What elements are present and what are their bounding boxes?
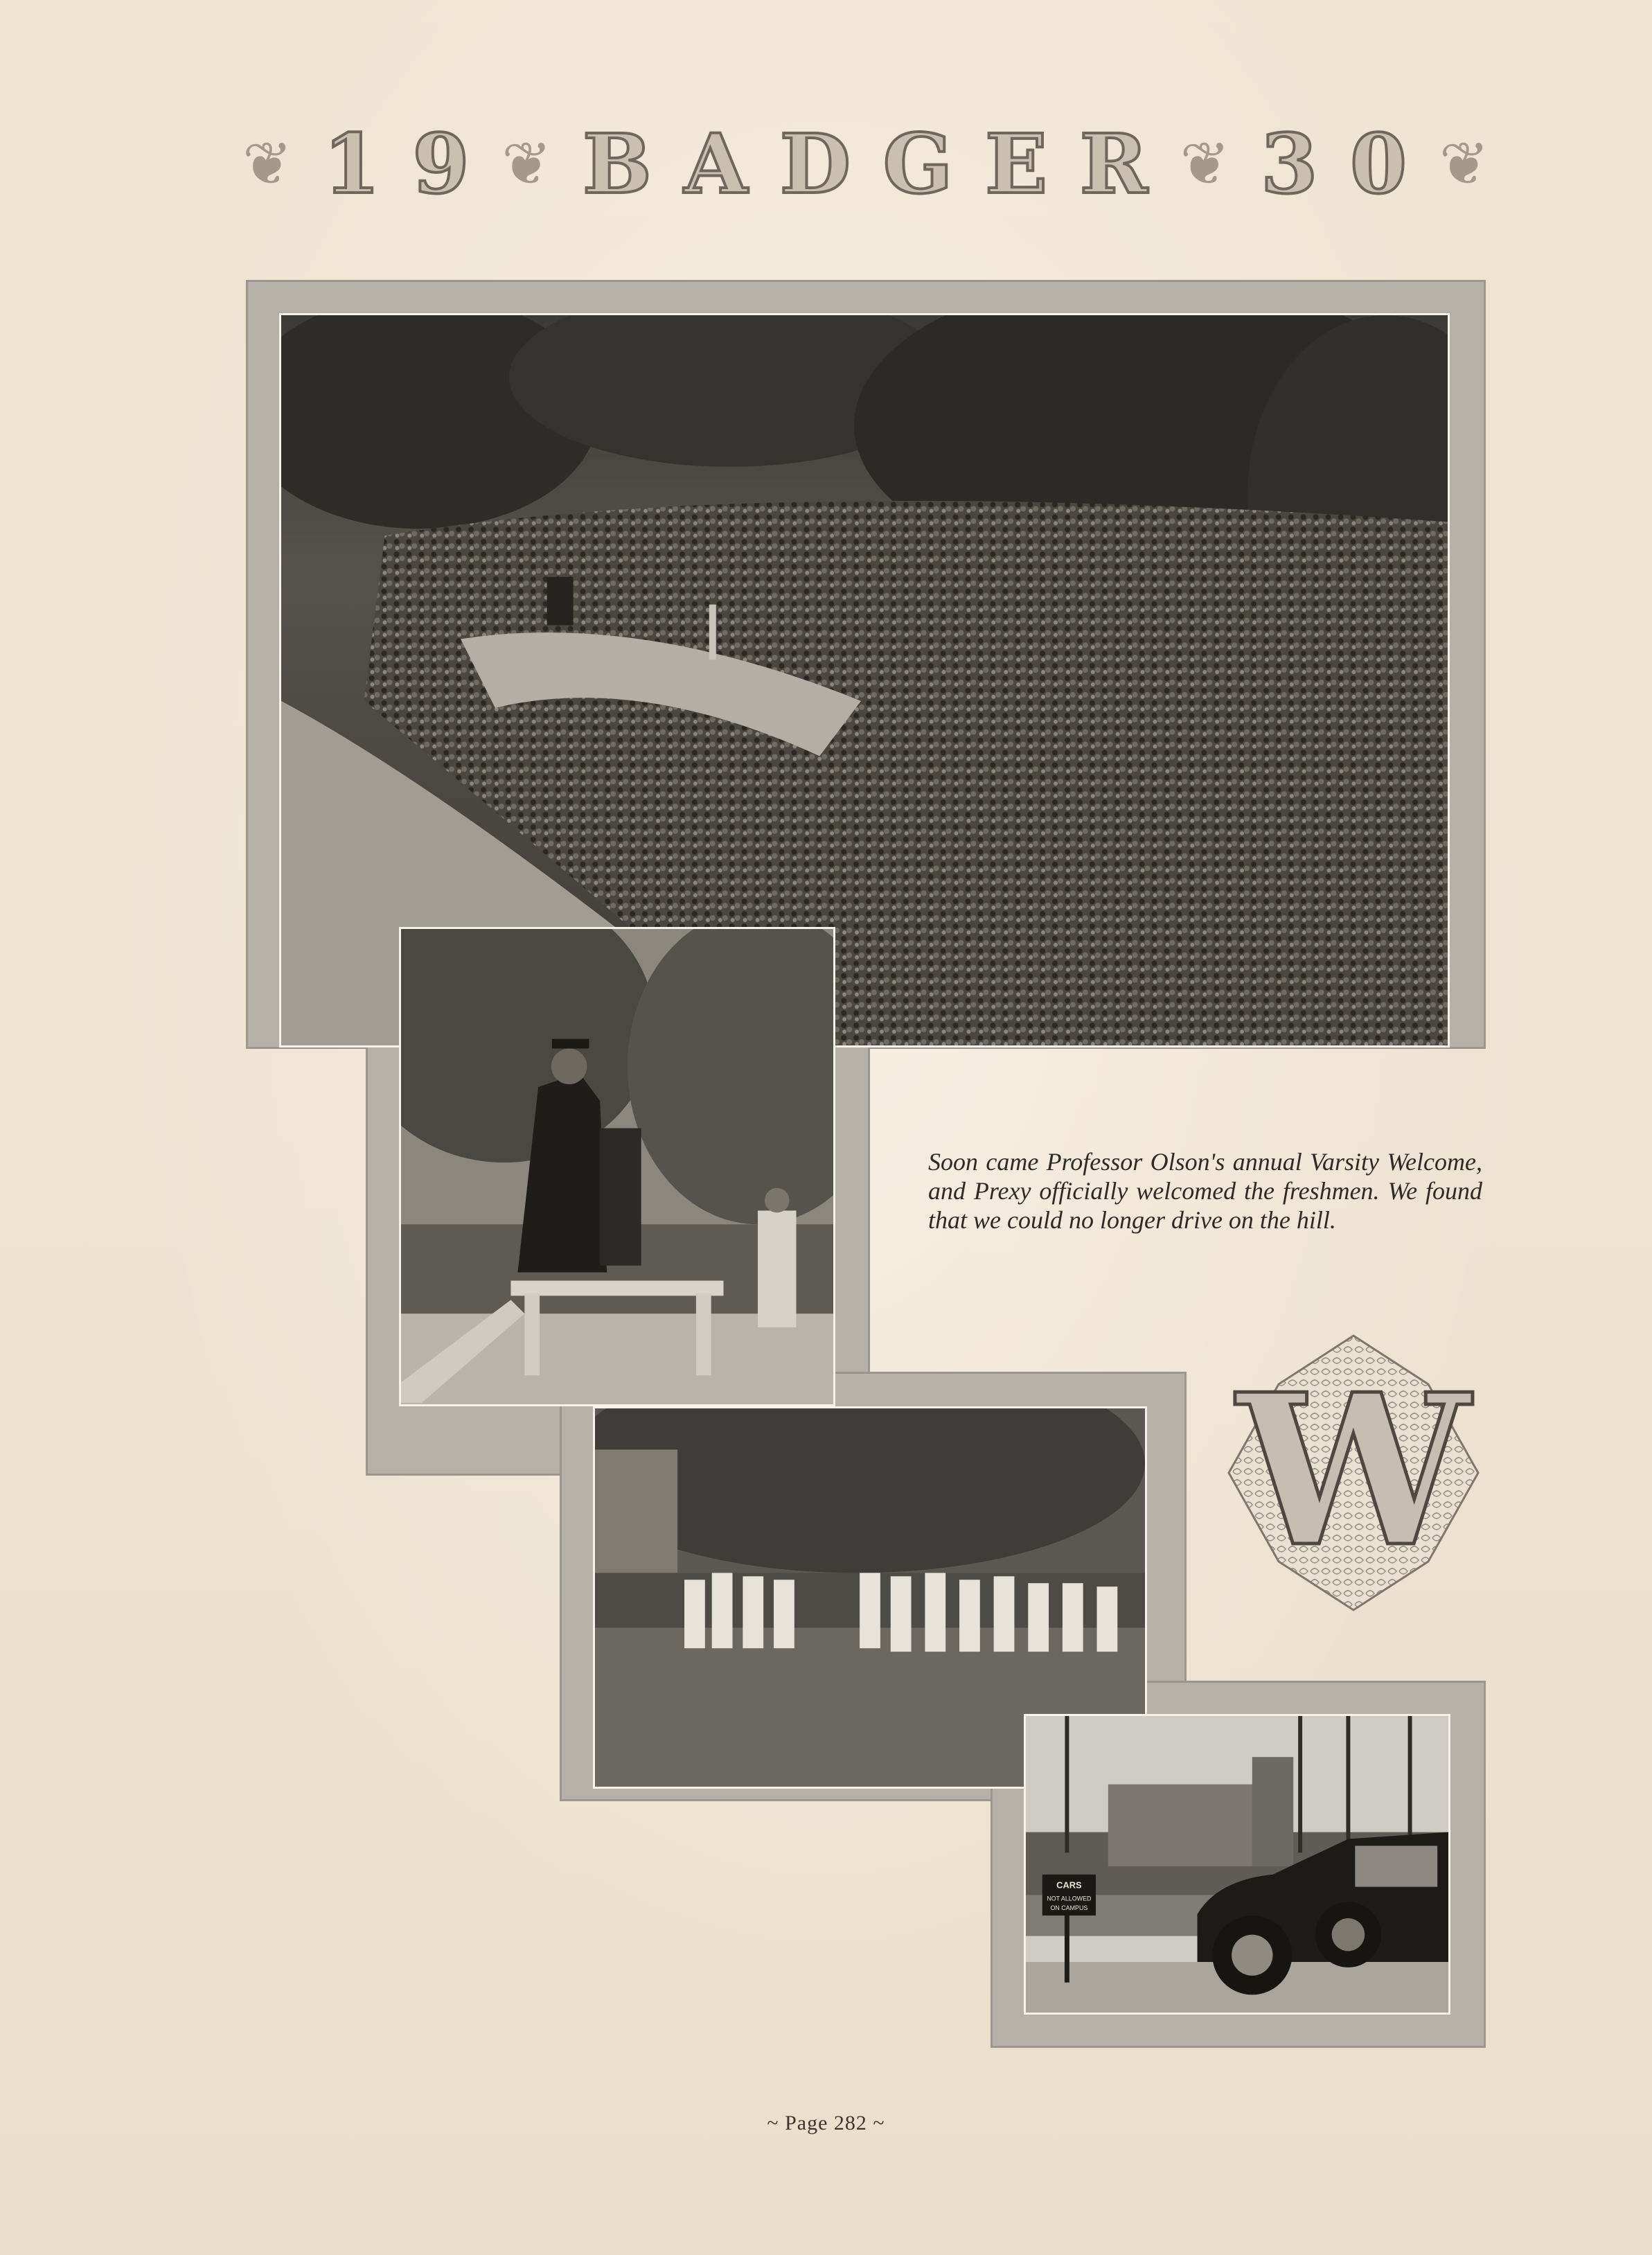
masthead-letter: E: [985, 116, 1049, 212]
professor-at-podium-photo: [399, 927, 835, 1406]
masthead-letter: G: [882, 116, 954, 212]
masthead-letter: 9: [412, 116, 471, 212]
masthead-letter: 1: [323, 116, 382, 212]
sign-text: NOT ALLOWED: [1047, 1895, 1092, 1902]
caption-text: Soon came Professor Olson's annual Varsity Welcome, and Prexy officially welcomed the freshmen. We found that we could no longer drive on the hill.: [928, 1148, 1482, 1234]
sign-text: ON CAMPUS: [1050, 1904, 1088, 1912]
scroll-ornament-icon: ❦: [501, 130, 552, 199]
masthead-letter: 3: [1261, 116, 1320, 212]
masthead-letter: D: [779, 116, 853, 212]
masthead-letter: 0: [1350, 116, 1409, 212]
scroll-ornament-icon: ❦: [1180, 130, 1230, 199]
svg-text:W: W: [1236, 1348, 1471, 1593]
masthead-letter: B: [583, 116, 653, 212]
scroll-ornament-icon: ❦: [1439, 130, 1489, 199]
automobile-photo: [1024, 1714, 1450, 2015]
masthead: [242, 116, 1489, 212]
page-number: ~ Page 282 ~: [767, 2112, 885, 2134]
scroll-ornament-icon: ❦: [242, 130, 293, 199]
w-monogram-icon: [1220, 1322, 1486, 1624]
masthead-letter: R: [1079, 116, 1149, 212]
sign-text: CARS: [1056, 1880, 1082, 1891]
masthead-letter: A: [684, 116, 749, 212]
